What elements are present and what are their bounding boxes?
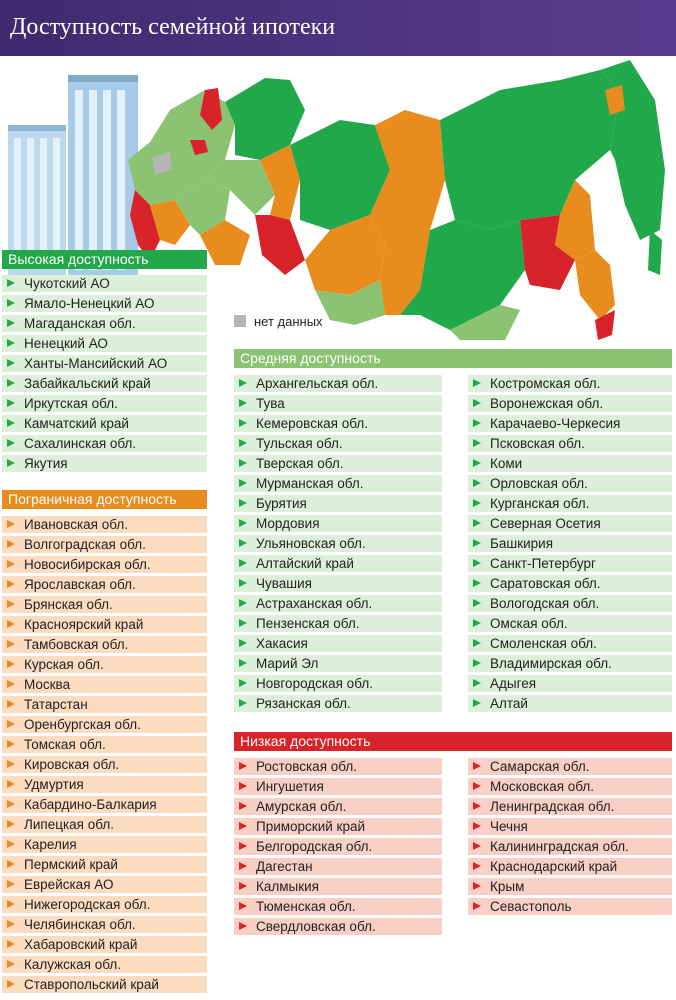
list-item-label: Алтайский край (256, 556, 354, 571)
list-item-label: Ульяновская обл. (256, 536, 366, 551)
list-item (468, 515, 672, 532)
list-item (2, 556, 207, 573)
list-item-label: Ямало-Ненецкий АО (24, 296, 155, 311)
arrow-icon (7, 940, 15, 948)
list-item (468, 415, 672, 432)
list-item-label: Удмуртия (24, 777, 84, 792)
list-item (468, 395, 672, 412)
arrow-icon (7, 399, 15, 407)
arrow-icon (473, 599, 481, 607)
list-item-label: Ненецкий АО (24, 336, 108, 351)
list-item (234, 655, 442, 672)
list-item-label: Алтай (490, 696, 528, 711)
high-availability-header: Высокая доступность (2, 250, 207, 269)
arrow-icon (239, 882, 247, 890)
list-item (2, 776, 207, 793)
arrow-icon (7, 800, 15, 808)
list-item-label: Камчатский край (24, 416, 129, 431)
list-item (234, 415, 442, 432)
list-item-label: Ярославская обл. (24, 577, 136, 592)
arrow-icon (7, 880, 15, 888)
medium-availability-list-col1 (234, 375, 442, 715)
arrow-icon (473, 539, 481, 547)
list-item-label: Тува (256, 396, 285, 411)
arrow-icon (7, 720, 15, 728)
list-item (234, 555, 442, 572)
list-item-label: Карелия (24, 837, 77, 852)
list-item-label: Самарская обл. (490, 759, 590, 774)
list-item (2, 616, 207, 633)
arrow-icon (7, 900, 15, 908)
arrow-icon (7, 540, 15, 548)
list-item-label: Кабардино-Балкария (24, 797, 157, 812)
list-item-label: Красноярский край (24, 617, 144, 632)
list-item-label: Чечня (490, 819, 528, 834)
list-item (2, 415, 207, 432)
list-item-label: Омская обл. (490, 616, 568, 631)
list-item (468, 798, 672, 815)
list-item-label: Башкирия (490, 536, 554, 551)
list-item-label: Сахалинская обл. (24, 436, 137, 451)
list-item-label: Курская обл. (24, 657, 104, 672)
list-item (2, 275, 207, 292)
list-item-label: Адыгея (490, 676, 537, 691)
list-item (2, 856, 207, 873)
list-item (234, 575, 442, 592)
arrow-icon (239, 419, 247, 427)
arrow-icon (7, 640, 15, 648)
list-item (468, 858, 672, 875)
list-item (2, 896, 207, 913)
map-territories (128, 60, 665, 340)
legend-no-data (234, 314, 323, 329)
list-item (2, 315, 207, 332)
arrow-icon (7, 379, 15, 387)
list-item (2, 756, 207, 773)
list-item (234, 435, 442, 452)
list-item-label: Кемеровская обл. (256, 416, 368, 431)
list-item (468, 535, 672, 552)
list-item (2, 836, 207, 853)
list-item-label: Калмыкия (256, 879, 319, 894)
arrow-icon (239, 379, 247, 387)
list-item (234, 635, 442, 652)
arrow-icon (239, 559, 247, 567)
arrow-icon (473, 479, 481, 487)
list-item-label: Амурская обл. (256, 799, 347, 814)
list-item-label: Ставропольский край (24, 977, 159, 992)
list-item (234, 675, 442, 692)
list-item (2, 676, 207, 693)
arrow-icon (239, 679, 247, 687)
arrow-icon (239, 902, 247, 910)
list-item (468, 818, 672, 835)
list-item (234, 515, 442, 532)
arrow-icon (239, 599, 247, 607)
list-item (234, 818, 442, 835)
list-item (2, 916, 207, 933)
arrow-icon (7, 860, 15, 868)
arrow-icon (473, 439, 481, 447)
list-item (468, 575, 672, 592)
list-item-label: Свердловская обл. (256, 919, 376, 934)
arrow-icon (473, 659, 481, 667)
list-item-label: Севастополь (490, 899, 572, 914)
list-item-label: Якутия (24, 456, 68, 471)
list-item (2, 696, 207, 713)
arrow-icon (473, 419, 481, 427)
list-item-label: Смоленская обл. (490, 636, 597, 651)
list-item-label: Краснодарский край (490, 859, 618, 874)
arrow-icon (7, 319, 15, 327)
arrow-icon (239, 439, 247, 447)
list-item-label: Москва (24, 677, 71, 692)
list-item (468, 675, 672, 692)
list-item-label: Еврейская АО (24, 877, 114, 892)
arrow-icon (473, 882, 481, 890)
list-item (2, 395, 207, 412)
arrow-icon (7, 920, 15, 928)
low-availability-list-col1 (234, 758, 442, 938)
list-item (2, 956, 207, 973)
arrow-icon (473, 822, 481, 830)
list-item-label: Пермский край (24, 857, 118, 872)
list-item (2, 295, 207, 312)
list-item-label: Тамбовская обл. (24, 637, 129, 652)
arrow-icon (239, 539, 247, 547)
list-item-label: Рязанская обл. (256, 696, 351, 711)
arrow-icon (7, 780, 15, 788)
list-item-label: Белгородская обл. (256, 839, 373, 854)
arrow-icon (7, 820, 15, 828)
list-item (468, 495, 672, 512)
list-item (468, 435, 672, 452)
arrow-icon (473, 619, 481, 627)
arrow-icon (239, 399, 247, 407)
arrow-icon (7, 520, 15, 528)
list-item-label: Магаданская обл. (24, 316, 136, 331)
list-item-label: Новгородская обл. (256, 676, 373, 691)
list-item (234, 455, 442, 472)
arrow-icon (473, 762, 481, 770)
list-item-label: Вологодская обл. (490, 596, 600, 611)
list-item-label: Нижегородская обл. (24, 897, 151, 912)
list-item (468, 475, 672, 492)
list-item-label: Челябинская обл. (24, 917, 136, 932)
arrow-icon (473, 782, 481, 790)
list-item (2, 716, 207, 733)
no-data-swatch (234, 315, 246, 327)
arrow-icon (7, 620, 15, 628)
list-item (234, 878, 442, 895)
list-item (468, 695, 672, 712)
list-item-label: Пензенская обл. (256, 616, 360, 631)
list-item (2, 375, 207, 392)
arrow-icon (473, 499, 481, 507)
arrow-icon (7, 680, 15, 688)
arrow-icon (7, 299, 15, 307)
arrow-icon (473, 459, 481, 467)
list-item-label: Санкт-Петербург (490, 556, 596, 571)
list-item (468, 758, 672, 775)
arrow-icon (473, 519, 481, 527)
list-item-label: Томская обл. (24, 737, 106, 752)
list-item (234, 695, 442, 712)
arrow-icon (239, 922, 247, 930)
legend-no-data-label: нет данных (254, 314, 323, 329)
list-item (234, 475, 442, 492)
list-item-label: Татарстан (24, 697, 88, 712)
arrow-icon (239, 842, 247, 850)
list-item-label: Оренбургская обл. (24, 717, 141, 732)
list-item (2, 636, 207, 653)
arrow-icon (473, 902, 481, 910)
arrow-icon (7, 339, 15, 347)
list-item-label: Мордовия (256, 516, 320, 531)
list-item (234, 758, 442, 775)
list-item-label: Приморский край (256, 819, 366, 834)
list-item (2, 576, 207, 593)
list-item (234, 778, 442, 795)
list-item-label: Хабаровский край (24, 937, 138, 952)
list-item (234, 615, 442, 632)
page-title: Доступность семейной ипотеки (10, 14, 336, 40)
arrow-icon (473, 559, 481, 567)
list-item (2, 736, 207, 753)
list-item (2, 656, 207, 673)
list-item-label: Тверская обл. (256, 456, 344, 471)
list-item-label: Мурманская обл. (256, 476, 364, 491)
list-item-label: Волгоградская обл. (24, 537, 146, 552)
list-item (234, 838, 442, 855)
arrow-icon (473, 862, 481, 870)
arrow-icon (7, 840, 15, 848)
list-item-label: Ивановская обл. (24, 517, 128, 532)
arrow-icon (239, 619, 247, 627)
list-item-label: Чукотский АО (24, 276, 110, 291)
list-item-label: Дагестан (256, 859, 313, 874)
list-item-label: Бурятия (256, 496, 307, 511)
list-item-label: Московская обл. (490, 779, 595, 794)
list-item-label: Крым (490, 879, 525, 894)
arrow-icon (7, 580, 15, 588)
list-item-label: Брянская обл. (24, 597, 113, 612)
arrow-icon (7, 740, 15, 748)
high-availability-list (2, 275, 207, 475)
list-item (2, 335, 207, 352)
arrow-icon (7, 960, 15, 968)
list-item (468, 455, 672, 472)
list-item-label: Орловская обл. (490, 476, 588, 491)
arrow-icon (239, 862, 247, 870)
arrow-icon (473, 379, 481, 387)
border-availability-header: Пограничная доступность (2, 490, 207, 509)
arrow-icon (7, 700, 15, 708)
list-item (234, 535, 442, 552)
arrow-icon (239, 479, 247, 487)
arrow-icon (7, 980, 15, 988)
arrow-icon (7, 459, 15, 467)
arrow-icon (7, 560, 15, 568)
list-item (468, 838, 672, 855)
arrow-icon (7, 600, 15, 608)
list-item-label: Тюменская обл. (256, 899, 356, 914)
list-item (234, 798, 442, 815)
list-item-label: Ханты-Мансийский АО (24, 356, 168, 371)
list-item (2, 876, 207, 893)
list-item-label: Воронежская обл. (490, 396, 604, 411)
medium-availability-list-col2 (468, 375, 672, 715)
arrow-icon (239, 519, 247, 527)
list-item (234, 395, 442, 412)
arrow-icon (239, 499, 247, 507)
list-item (234, 858, 442, 875)
arrow-icon (7, 279, 15, 287)
list-item-label: Калининградская обл. (490, 839, 629, 854)
list-item-label: Кировская обл. (24, 757, 120, 772)
arrow-icon (239, 639, 247, 647)
list-item-label: Саратовская обл. (490, 576, 601, 591)
arrow-icon (473, 699, 481, 707)
list-item (2, 355, 207, 372)
arrow-icon (473, 579, 481, 587)
list-item (234, 495, 442, 512)
list-item (468, 898, 672, 915)
arrow-icon (473, 842, 481, 850)
list-item-label: Костромская обл. (490, 376, 601, 391)
list-item-label: Курганская обл. (490, 496, 590, 511)
arrow-icon (473, 399, 481, 407)
list-item-label: Владимирская обл. (490, 656, 612, 671)
medium-availability-header: Средняя доступность (234, 349, 672, 368)
arrow-icon (239, 822, 247, 830)
list-item (2, 796, 207, 813)
list-item-label: Ингушетия (256, 779, 324, 794)
list-item-label: Ленинградская обл. (490, 799, 615, 814)
arrow-icon (239, 459, 247, 467)
list-item-label: Хакасия (256, 636, 308, 651)
list-item (468, 375, 672, 392)
list-item (2, 455, 207, 472)
list-item-label: Чувашия (256, 576, 312, 591)
list-item-label: Тульская обл. (256, 436, 343, 451)
list-item-label: Коми (490, 456, 523, 471)
list-item-label: Псковская обл. (490, 436, 585, 451)
list-item-label: Марий Эл (256, 656, 319, 671)
list-item (2, 596, 207, 613)
list-item (234, 375, 442, 392)
list-item (234, 898, 442, 915)
list-item (468, 635, 672, 652)
list-item-label: Северная Осетия (490, 516, 601, 531)
list-item-label: Карачаево-Черкесия (490, 416, 621, 431)
buildings-illustration (8, 75, 138, 275)
list-item-label: Новосибирская обл. (24, 557, 151, 572)
list-item (2, 936, 207, 953)
list-item (234, 595, 442, 612)
list-item (468, 778, 672, 795)
list-item (2, 816, 207, 833)
border-availability-list (2, 516, 207, 996)
arrow-icon (239, 802, 247, 810)
list-item (468, 655, 672, 672)
list-item-label: Ростовская обл. (256, 759, 358, 774)
list-item-label: Иркутская обл. (24, 396, 118, 411)
list-item (468, 615, 672, 632)
list-item (2, 536, 207, 553)
list-item-label: Астраханская обл. (256, 596, 373, 611)
arrow-icon (7, 359, 15, 367)
arrow-icon (7, 660, 15, 668)
list-item (468, 878, 672, 895)
arrow-icon (239, 762, 247, 770)
arrow-icon (473, 679, 481, 687)
list-item (2, 976, 207, 993)
arrow-icon (473, 639, 481, 647)
list-item (468, 555, 672, 572)
arrow-icon (7, 419, 15, 427)
arrow-icon (239, 699, 247, 707)
list-item-label: Архангельская обл. (256, 376, 379, 391)
list-item (2, 516, 207, 533)
arrow-icon (239, 579, 247, 587)
low-availability-header: Низкая доступность (234, 732, 672, 751)
arrow-icon (7, 760, 15, 768)
list-item-label: Калужская обл. (24, 957, 121, 972)
low-availability-list-col2 (468, 758, 672, 918)
arrow-icon (239, 659, 247, 667)
list-item (234, 918, 442, 935)
arrow-icon (7, 439, 15, 447)
arrow-icon (239, 782, 247, 790)
list-item (468, 595, 672, 612)
arrow-icon (473, 802, 481, 810)
list-item-label: Липецкая обл. (24, 817, 114, 832)
list-item-label: Забайкальский край (24, 376, 151, 391)
list-item (2, 435, 207, 452)
